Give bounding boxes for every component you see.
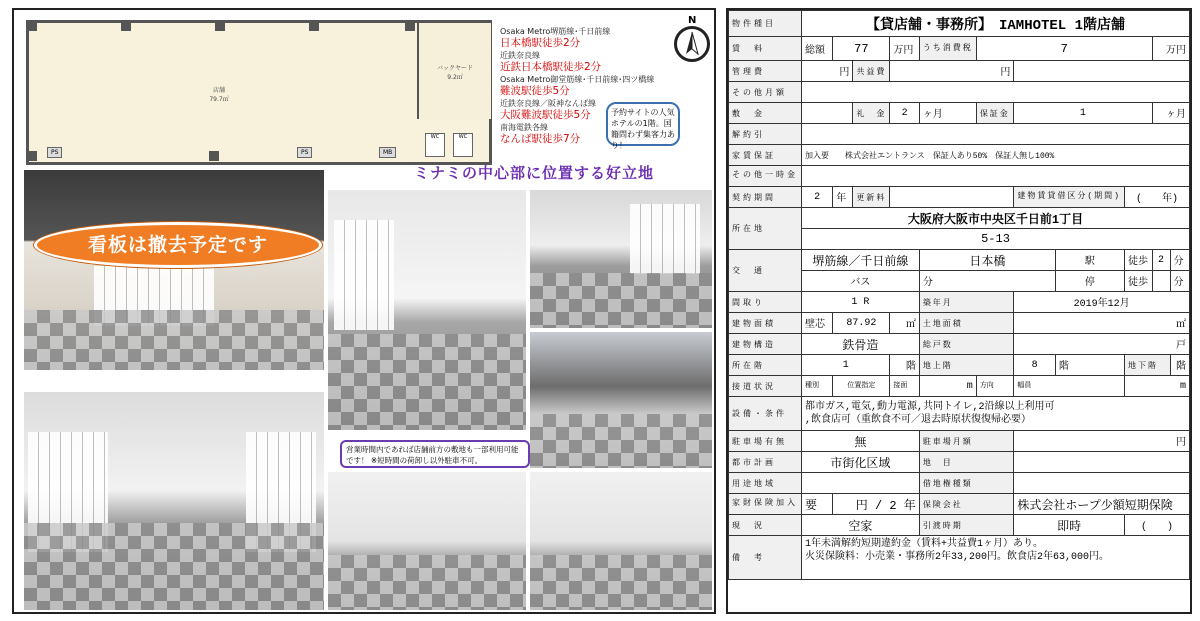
access-line-name: Osaka Metro堺筋線･千日前線 — [500, 27, 611, 36]
facility-line-1: 都市ガス,電気,動力電源,共同トイレ,2沿線以上利用可 — [805, 401, 1055, 413]
guarantee-label: 保証金 — [976, 103, 1014, 124]
facility-value — [802, 397, 1190, 431]
access-station-walk: 日本橋駅徒歩2分 — [500, 37, 581, 49]
plan-pillar — [309, 21, 319, 31]
area-type: 壁芯 — [802, 313, 833, 334]
facility-line-2: ,飲食店可（重飲食不可／退去時原状復復帰必要） — [805, 414, 1032, 426]
station-suffix: 駅 — [1055, 250, 1124, 271]
storefront-photo — [24, 170, 324, 370]
road-position: 位置指定 — [833, 376, 890, 397]
back-room — [417, 23, 491, 119]
bus-walk-unit: 分 — [1170, 271, 1189, 292]
floor-label: 所在階 — [729, 355, 802, 376]
parking-value: 無 — [802, 431, 920, 452]
access-station-walk: 大阪難波駅徒歩5分 — [500, 109, 591, 121]
exterior-photo — [530, 332, 712, 468]
contract-value: 2 — [802, 187, 833, 208]
deposit-label: 敷 金 — [729, 103, 802, 124]
contract-label: 契約期間 — [729, 187, 802, 208]
city-plan-value: 市街化区域 — [802, 452, 920, 473]
cancel-label: 解約引 — [729, 124, 802, 145]
access-line-name: 近鉄奈良線 — [500, 51, 540, 60]
plan-pillar — [27, 151, 37, 161]
below-ground-unit: 階 — [1170, 355, 1189, 376]
headline: ミナミの中心部に位置する好立地 — [414, 164, 655, 182]
road-direction: 方向 — [976, 376, 1014, 397]
area-unit: ㎡ — [890, 313, 919, 334]
other-monthly-value — [802, 82, 1190, 103]
city-plan-label: 都市計画 — [729, 452, 802, 473]
built-value: 2019年12月 — [1014, 292, 1190, 313]
floor-pattern — [24, 310, 324, 370]
key-money-label: 礼 金 — [853, 103, 890, 124]
address-label: 所在地 — [729, 208, 802, 250]
structure-value: 鉄骨造 — [802, 334, 920, 355]
kind-label: 物件種目 — [729, 11, 802, 37]
rent-unit: 万円 — [890, 37, 919, 61]
rent-total: 総額 — [802, 37, 833, 61]
floor-pattern — [530, 273, 712, 328]
floor-pattern — [24, 523, 324, 610]
renew-label: 更新料 — [853, 187, 890, 208]
interior-photo — [530, 190, 712, 328]
key-money-unit: ヶ月 — [919, 103, 976, 124]
mgmt-label: 管理費 — [729, 61, 802, 82]
handover-paren: ( ) — [1124, 515, 1189, 536]
parking-fee-label: 駐車場月額 — [919, 431, 1014, 452]
property-table — [728, 10, 1190, 580]
station-name: 日本橋 — [919, 250, 1055, 271]
bus-stop: 停 — [1055, 271, 1124, 292]
wc-label: WC — [453, 133, 473, 157]
access-line-name: 近鉄奈良線／阪神なんば線 — [500, 99, 596, 108]
land-right-label: 借地権種類 — [919, 473, 1014, 494]
interior-photo — [328, 472, 526, 610]
status-value: 空家 — [802, 515, 920, 536]
insurer-label: 保険会社 — [919, 494, 1014, 515]
guarantee-unit: ヶ月 — [1152, 103, 1189, 124]
rent-value: 77 — [833, 37, 890, 61]
land-right-value — [1014, 473, 1190, 494]
area-label: 建物面積 — [729, 313, 802, 334]
plan-pillar — [27, 21, 37, 31]
parking-note: 営業時間内であれば店舗前方の敷地も一部利用可能です！ ※短時間の荷卸し以外駐車不可。 — [340, 440, 530, 468]
chimoku-value — [1014, 452, 1190, 473]
flyer-panel — [12, 8, 716, 614]
plan-pillar — [215, 21, 225, 31]
contract-unit: 年 — [833, 187, 853, 208]
above-ground-unit: 階 — [1055, 355, 1124, 376]
tax-label: うち消費税 — [919, 37, 976, 61]
remarks-label: 備 考 — [729, 536, 802, 580]
below-ground-label: 地下階 — [1124, 355, 1170, 376]
insurance-price: 円 / 2 年 — [833, 494, 920, 515]
tax-unit: 万円 — [1152, 37, 1189, 61]
bus-minute-unit: 分 — [919, 271, 1055, 292]
bus-label: バス — [802, 271, 920, 292]
plan-pillar — [405, 21, 415, 31]
access-station-walk: 難波駅徒歩5分 — [500, 85, 570, 97]
address-line-1: 大阪府大阪市中央区千日前1丁目 — [802, 208, 1190, 229]
ps-label: PS — [47, 147, 62, 158]
above-ground-label: 地上階 — [919, 355, 1014, 376]
units-unit: 戸 — [1014, 334, 1190, 355]
above-ground-value: 8 — [1014, 355, 1055, 376]
signboard-banner: 看板は撤去予定です — [34, 222, 322, 268]
floor-pattern — [328, 334, 526, 430]
interior-photo — [24, 392, 324, 610]
access-line-name: Osaka Metro御堂筋線･千日前線･四ツ橋線 — [500, 75, 655, 84]
common-unit: 円 — [890, 61, 1014, 82]
road-label: 接道状況 — [729, 376, 802, 397]
insurance-label: 家財保険加入 — [729, 494, 802, 515]
lease-type-value: ( 年) — [1124, 187, 1189, 208]
plan-pillar — [121, 21, 131, 31]
insurance-value: 要 — [802, 494, 833, 515]
floor-value: 1 — [802, 355, 890, 376]
floor-pattern — [530, 555, 712, 610]
layout-label: 間取り — [729, 292, 802, 313]
shelf-photo-detail — [334, 220, 394, 330]
tax-value: 7 — [976, 37, 1152, 61]
land-area-label: 土地面積 — [919, 313, 1014, 334]
common-label: 共益費 — [853, 61, 890, 82]
remarks-line-1: 1年未満解約短期違約金（賃料+共益費1ヶ月）あり。 — [805, 539, 1044, 550]
status-label: 現 況 — [729, 515, 802, 536]
renew-value — [890, 187, 1014, 208]
parking-fee-unit: 円 — [1014, 431, 1190, 452]
access-station-walk: なんば駅徒歩7分 — [500, 133, 581, 145]
rent-label: 賃 料 — [729, 37, 802, 61]
shelf-photo-detail — [630, 204, 700, 274]
handover-value: 即時 — [1014, 515, 1125, 536]
road-frontage-unit: m — [919, 376, 976, 397]
address-line-2: 5-13 — [802, 229, 1190, 250]
guarantee-value: 1 — [1014, 103, 1152, 124]
bus-walk-minutes — [1152, 271, 1170, 292]
interior-photo — [328, 190, 526, 430]
empty-cell — [1014, 61, 1190, 82]
north-compass-icon — [674, 15, 710, 62]
road-width-unit: m — [1124, 376, 1189, 397]
hotel-note-bubble: 予約サイトの人気ホテルの1階。国籍問わず集客力あり！ — [606, 102, 680, 146]
floor-pattern — [530, 414, 712, 468]
walk-label: 徒歩 — [1124, 250, 1152, 271]
kind-value: 【貸店舗・事務所】 IAMHOTEL 1階店舗 — [802, 11, 1190, 37]
floor-unit: 階 — [890, 355, 919, 376]
mgmt-unit: 円 — [802, 61, 853, 82]
area-value: 87.92 — [833, 313, 890, 334]
property-table-panel — [726, 8, 1192, 614]
road-frontage: 接面 — [890, 376, 919, 397]
rent-guarantee-label: 家賃保証 — [729, 145, 802, 166]
other-once-value — [802, 166, 1190, 187]
bus-walk-label: 徒歩 — [1124, 271, 1152, 292]
units-label: 総戸数 — [919, 334, 1014, 355]
parking-label: 駐車場有無 — [729, 431, 802, 452]
interior-photo — [530, 472, 712, 610]
main-room-label: 店舗 79.7㎡ — [209, 87, 229, 103]
other-once-label: その他一時金 — [729, 166, 802, 187]
north-label: N — [688, 15, 697, 26]
floor-pattern — [328, 555, 526, 610]
zoning-value — [802, 473, 920, 494]
remarks-line-2: 火災保険料：小売業・事務所2年33,200円。飲食店2年63,000円。 — [805, 552, 1110, 563]
access-line-name: 南海電鉄各線 — [500, 123, 548, 132]
key-money-value: 2 — [890, 103, 919, 124]
mb-label: MB — [379, 147, 396, 158]
insurer-value: 株式会社ホープ少額短期保険 — [1014, 494, 1190, 515]
line-name: 堺筋線／千日前線 — [802, 250, 920, 271]
back-room-label: バックヤード 9.2㎡ — [436, 65, 473, 81]
ps-label: PS — [297, 147, 312, 158]
walk-minutes: 2 — [1152, 250, 1170, 271]
road-width: 幅員 — [1014, 376, 1125, 397]
traffic-label: 交 通 — [729, 250, 802, 292]
facility-label: 設備・条件 — [729, 397, 802, 431]
plan-pillar — [209, 151, 219, 161]
road-kind: 種別 — [802, 376, 833, 397]
built-label: 築年月 — [919, 292, 1014, 313]
rent-guarantee-value: 加入要 株式会社エントランス 保証人あり50% 保証人無し100% — [802, 145, 1190, 166]
zoning-label: 用途地域 — [729, 473, 802, 494]
land-area-unit: ㎡ — [1014, 313, 1190, 334]
deposit-value — [802, 103, 853, 124]
cancel-value — [802, 124, 1190, 145]
walk-unit: 分 — [1170, 250, 1189, 271]
remarks-value — [802, 536, 1190, 580]
handover-label: 引渡時期 — [919, 515, 1014, 536]
layout-value: 1 R — [802, 292, 920, 313]
structure-label: 建物構造 — [729, 334, 802, 355]
chimoku-label: 地 目 — [919, 452, 1014, 473]
other-monthly-label: その他月額 — [729, 82, 802, 103]
wc-label: WC — [425, 133, 445, 157]
lease-type-label: 建物賃貸借区分(期間) — [1014, 187, 1125, 208]
access-station-walk: 近鉄日本橋駅徒歩2分 — [500, 61, 602, 73]
floor-plan — [26, 20, 492, 165]
